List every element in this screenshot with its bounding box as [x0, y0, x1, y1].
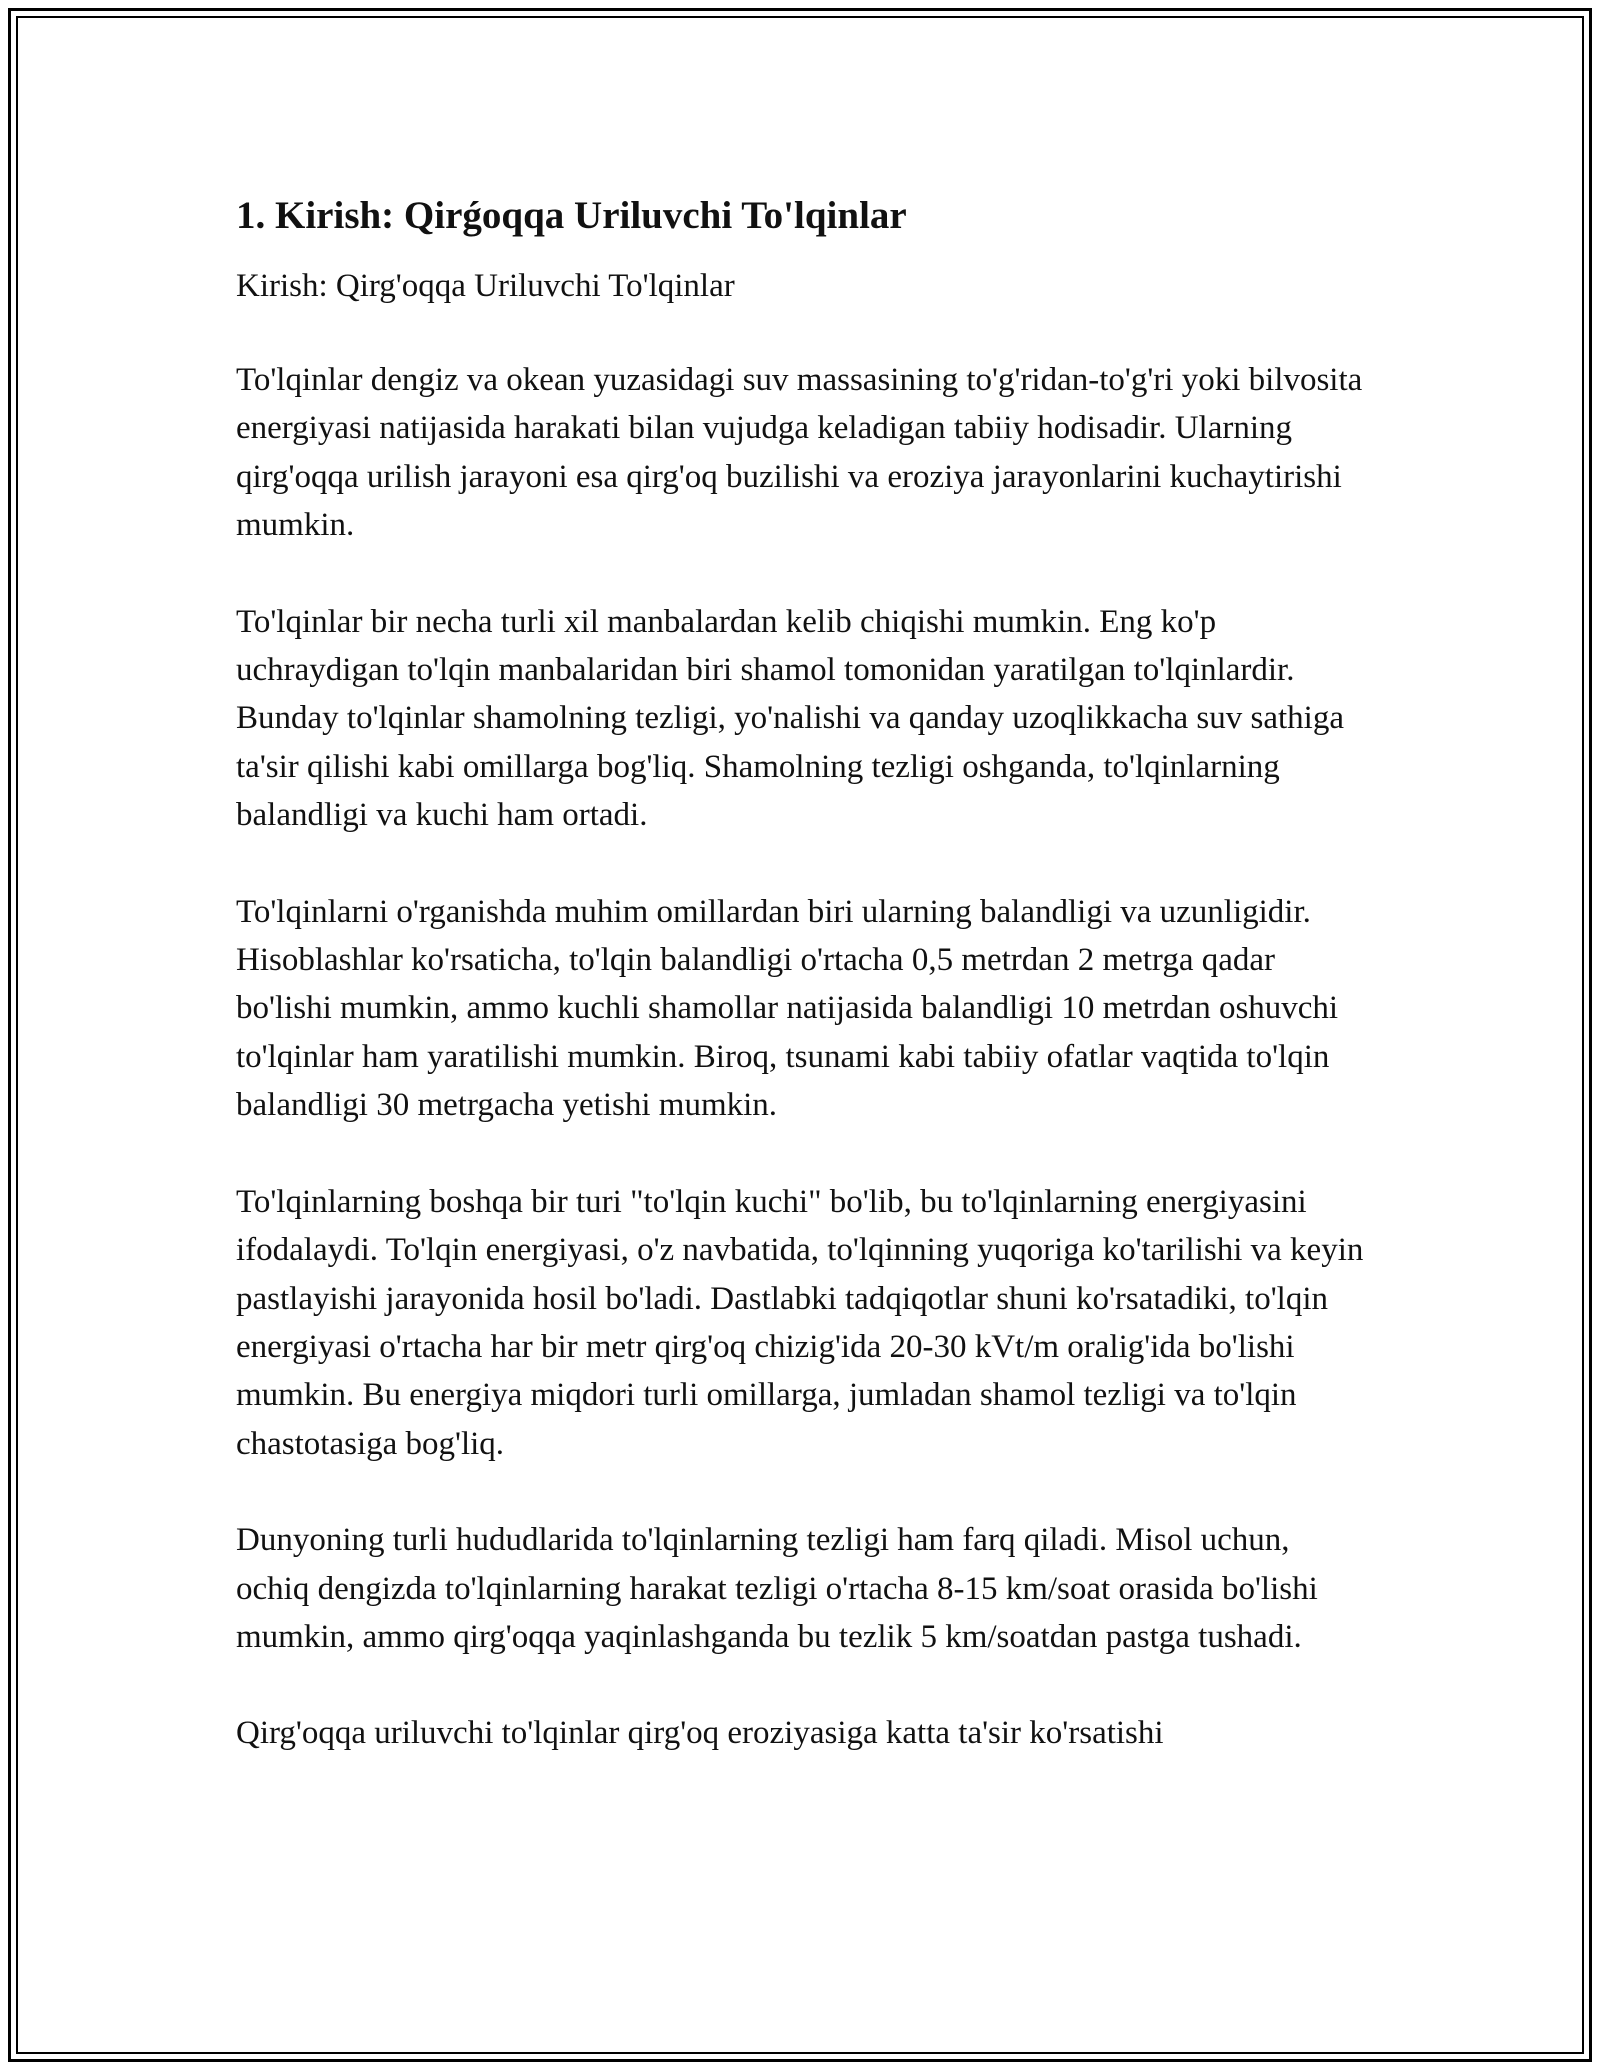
section-subtitle: Kirish: Qirg'oqqa Uriluvchi To'lqinlar	[236, 268, 735, 304]
document-body	[236, 188, 1366, 1806]
paragraph-2: To'lqinlar bir necha turli xil manbalardan kelib chiqishi mumkin. Eng ko'p uchraydigan to'lqin manbalaridan biri shamol tomonidan yaratilgan to'lqinlardir. Bunday to'lqinlar shamolning tezligi, yo'nalishi va qanday uzoqlikkacha suv sathiga ta'sir qilishi kabi omillarga bog'liq. Shamolning tezligi oshganda, to'lqinlarning balandligi va kuchi ham ortadi.	[236, 603, 1344, 834]
paragraph-1: To'lqinlar dengiz va okean yuzasidagi suv massasining to'g'ridan-to'g'ri yoki bilvosita energiyasi natijasida harakati bilan vujudga keladigan tabiiy hodisadir. Ularning qirg'oqqa urilish jarayoni esa qirg'oq buzilishi va eroziya jarayonlarini kuchaytirishi mumkin.	[236, 362, 1363, 544]
paragraph-4: To'lqinlarning boshqa bir turi "to'lqin kuchi" bo'lib, bu to'lqinlarning energiyasini ifodalaydi. To'lqin energiyasi, o'z navbatida, to'lqinning yuqoriga ko'tarilishi va keyin pastlayishi jarayonida hosil bo'ladi. Dastlabki tadqiqotlar shuni ko'rsatadiki, to'lqin energiyasi o'rtacha har bir metr qirg'oq chizig'ida 20-30 kVt/m oralig'ida bo'lishi mumkin. Bu energiya miqdori turli omillarga, jumladan shamol tezligi va to'lqin chastotasiga bog'liq.	[236, 1183, 1364, 1462]
paragraph-6: Qirg'oqqa uriluvchi to'lqinlar qirg'oq eroziyasiga katta ta'sir ko'rsatishi	[236, 1715, 1164, 1752]
paragraph-5: Dunyoning turli hududlarida to'lqinlarning tezligi ham farq qiladi. Misol uchun, ochiq dengizda to'lqinlarning harakat tezligi o'rtacha 8-15 km/soat orasida bo'lishi mumkin, ammo qirg'oqqa yaqinlashganda bu tezlik 5 km/soatdan pastga tushadi.	[236, 1522, 1318, 1655]
paragraph-3: To'lqinlarni o'rganishda muhim omillardan biri ularning balandligi va uzunligidir. Hisoblashlar ko'rsaticha, to'lqin balandligi o'rtacha 0,5 metrdan 2 metrga qadar bo'lishi mumkin, ammo kuchli shamollar natijasida balandligi 10 metrdan oshuvchi to'lqinlar ham yaratilishi mumkin. Biroq, tsunami kabi tabiiy ofatlar vaqtida to'lqin balandligi 30 metrgacha yetishi mumkin.	[236, 893, 1339, 1124]
section-heading: 1. Kirish: Qirǵoqqa Uriluvchi To'lqinlar	[236, 194, 907, 237]
